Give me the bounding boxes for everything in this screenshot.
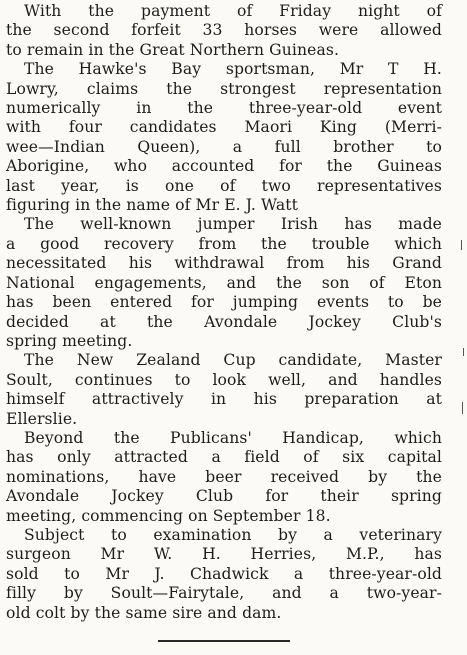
text-line: last year, is one of two representatives — [6, 176, 442, 195]
scan-edge-mark — [463, 348, 464, 356]
text-line: decided at the Avondale Jockey Club's — [6, 312, 442, 331]
text-line: has only attracted a field of six capital — [6, 448, 442, 467]
text-line: Avondale Jockey Club for their spring — [6, 487, 442, 506]
text-line: numerically in the three-year-old event — [6, 99, 442, 118]
paragraph-master-soult — [6, 351, 442, 429]
text-line: a good recovery from the trouble which — [6, 234, 442, 253]
text-line: Aborigine, who accounted for the Guineas — [6, 157, 442, 176]
text-line: Subject to examination by a veterinary — [24, 525, 442, 544]
paragraph-herries-sale — [6, 526, 442, 623]
text-line: The Hawke's Bay sportsman, Mr T H. — [24, 60, 442, 79]
text-line: National engagements, and the son of Eton — [6, 273, 442, 292]
paragraph-publicans-handicap — [6, 429, 442, 526]
text-line: Lowry, claims the strongest representation — [6, 79, 442, 98]
text-line: Beyond the Publicans' Handicap, which — [24, 428, 442, 447]
text-line: filly by Soult—Fairytale, and a two-year- — [6, 584, 442, 603]
text-line: The well-known jumper Irish has made — [24, 215, 442, 234]
text-line: meeting, commencing on September 18. — [6, 506, 331, 525]
text-line: The New Zealand Cup candidate, Master — [24, 351, 442, 370]
text-line: spring meeting. — [6, 331, 133, 350]
text-line: old colt by the same sire and dam. — [6, 603, 282, 622]
closing-rule — [158, 640, 290, 642]
text-line: Ellerslie. — [6, 409, 78, 428]
text-line: With the payment of Friday night of — [24, 2, 442, 20]
text-line: has been entered for jumping events to be — [6, 293, 442, 312]
scan-edge-mark — [461, 240, 462, 250]
text-line: figuring in the name of Mr E. J. Watt — [6, 196, 298, 215]
paragraph-irish-jumper — [6, 215, 442, 351]
scan-edge-mark — [462, 402, 463, 414]
text-line: the second forfeit 33 horses were allowed — [6, 21, 442, 40]
text-line: with four candidates Maori King (Merri- — [6, 118, 442, 137]
text-line: to remain in the Great Northern Guineas. — [6, 40, 339, 59]
text-line: nominations, have beer received by the — [6, 467, 442, 486]
paragraph-hawkes-bay — [6, 60, 442, 215]
text-line: surgeon Mr W. H. Herries, M.P., has — [6, 545, 442, 564]
text-line: himself attractively in his preparation at — [6, 390, 442, 409]
text-line: Soult, continues to look well, and handles — [6, 370, 442, 389]
text-line: sold to Mr J. Chadwick a three-year-old — [6, 564, 442, 583]
news-column — [6, 2, 442, 623]
text-line: wee—Indian Queen), a full brother to — [6, 137, 442, 156]
text-line: necessitated his withdrawal from his Grand — [6, 254, 442, 273]
paragraph-guineas-forfeit — [6, 2, 442, 60]
